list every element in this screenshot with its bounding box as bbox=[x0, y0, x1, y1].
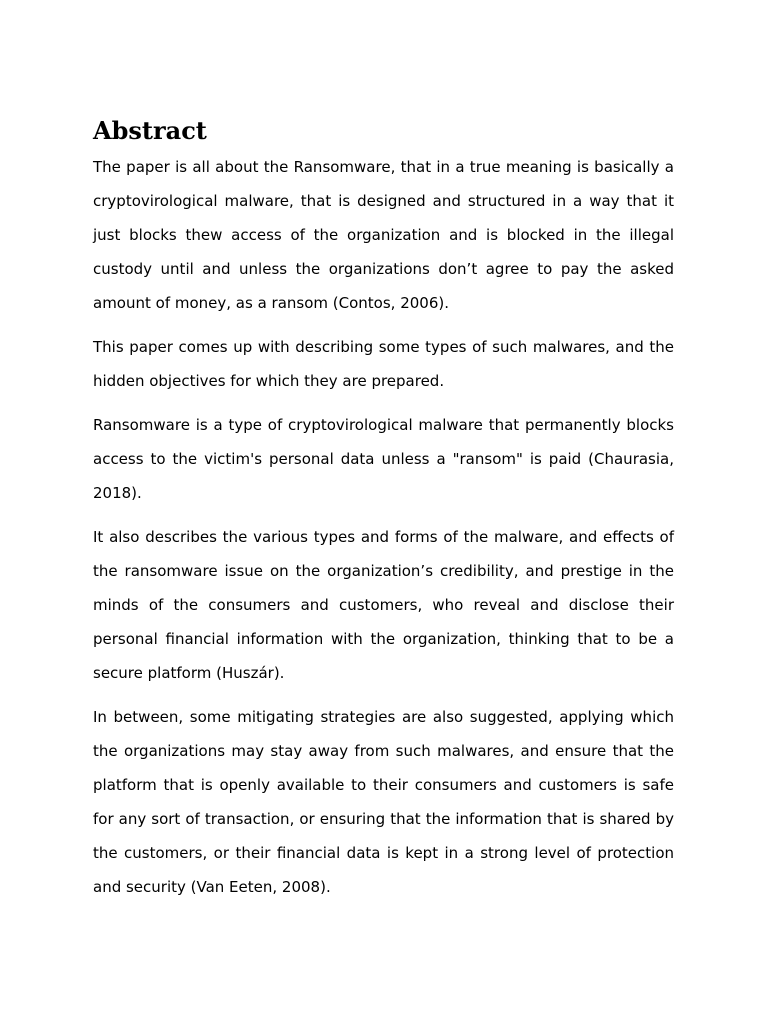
abstract-paragraph-2: This paper comes up with describing some types of such malwares, and the hidden objectives for which they are prepared. bbox=[93, 338, 674, 390]
abstract-paragraph-1: The paper is all about the Ransomware, that in a true meaning is basically a cryptovirological malware, that is designed and structured in a way that it just blocks thew access of the organization and is blocked in the illegal custody until and unless the organizations don’t agree to pay the asked amount of money, as a ransom (Contos, 2006). bbox=[93, 158, 674, 312]
abstract-paragraph-3: Ransomware is a type of cryptovirological malware that permanently blocks access to the victim's personal data unless a "ransom" is paid (Chaurasia, 2018). bbox=[93, 416, 674, 502]
abstract-heading: Abstract bbox=[93, 116, 207, 145]
abstract-paragraph-4: It also describes the various types and forms of the malware, and effects of the ransomware issue on the organization’s credibility, and prestige in the minds of the consumers and customers, who reveal and disclose their personal financial information with the organization, thinking that to be a secure platform (Huszár). bbox=[93, 528, 674, 682]
abstract-paragraph-5: In between, some mitigating strategies are also suggested, applying which the organizations may stay away from such malwares, and ensure that the platform that is openly available to their consumers and customers is safe for any sort of transaction, or ensuring that the information that is shared by the customers, or their financial data is kept in a strong level of protection and security (Van Eeten, 2008). bbox=[93, 708, 674, 896]
abstract-section bbox=[93, 113, 674, 914]
